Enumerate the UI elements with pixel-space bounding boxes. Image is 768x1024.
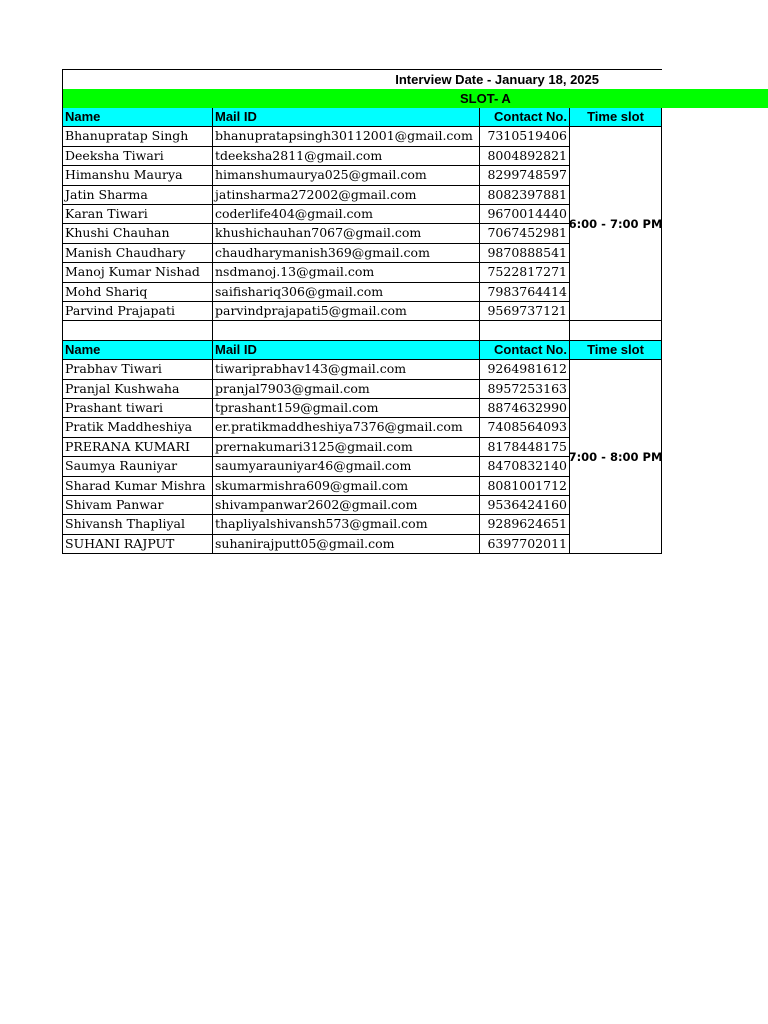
header-mail[interactable]: Mail ID [213, 108, 480, 127]
cell-name[interactable]: Pratik Maddheshiya [62, 418, 213, 437]
cell-contact[interactable]: 8082397881 [480, 186, 570, 205]
cell-mail[interactable]: saumyarauniyar46@gmail.com [213, 457, 480, 476]
cell-contact[interactable]: 9289624651 [480, 515, 570, 534]
slot-a-bar[interactable] [62, 89, 768, 108]
time-slot-cell-2[interactable]: 7:00 - 8:00 PM [570, 360, 662, 554]
cell-name[interactable]: Manish Chaudhary [62, 244, 213, 263]
cell-name[interactable]: Pranjal Kushwaha [62, 380, 213, 399]
cell-contact[interactable]: 9536424160 [480, 496, 570, 515]
empty-cell[interactable] [570, 321, 662, 340]
cell-mail[interactable]: tprashant159@gmail.com [213, 399, 480, 418]
header-time-slot[interactable]: Time slot [570, 108, 662, 127]
header-time-slot[interactable]: Time slot [570, 341, 662, 360]
cell-name[interactable]: Prashant tiwari [62, 399, 213, 418]
cell-contact[interactable]: 8470832140 [480, 457, 570, 476]
slot-a-label: SLOT- A [460, 91, 511, 106]
cell-name[interactable]: Shivam Panwar [62, 496, 213, 515]
cell-name[interactable]: SUHANI RAJPUT [62, 535, 213, 554]
cell-contact[interactable]: 7983764414 [480, 283, 570, 302]
interview-date-title[interactable]: Interview Date - January 18, 2025 [62, 69, 662, 89]
empty-cell[interactable] [480, 321, 570, 340]
cell-name[interactable]: Saumya Rauniyar [62, 457, 213, 476]
cell-contact[interactable]: 8004892821 [480, 147, 570, 166]
cell-name[interactable]: Shivansh Thapliyal [62, 515, 213, 534]
cell-contact[interactable]: 8178448175 [480, 438, 570, 457]
cell-mail[interactable]: coderlife404@gmail.com [213, 205, 480, 224]
cell-name[interactable]: Sharad Kumar Mishra [62, 477, 213, 496]
cell-name[interactable]: Manoj Kumar Nishad [62, 263, 213, 282]
cell-contact[interactable]: 8874632990 [480, 399, 570, 418]
cell-mail[interactable]: shivampanwar2602@gmail.com [213, 496, 480, 515]
cell-mail[interactable]: suhanirajputt05@gmail.com [213, 535, 480, 554]
cell-name[interactable]: Prabhav Tiwari [62, 360, 213, 379]
cell-name[interactable]: Deeksha Tiwari [62, 147, 213, 166]
empty-cell[interactable] [62, 321, 213, 340]
empty-cell[interactable] [213, 321, 480, 340]
header-contact[interactable]: Contact No. [480, 108, 570, 127]
cell-mail[interactable]: bhanupratapsingh30112001@gmail.com [213, 127, 480, 146]
header-row-2 [62, 341, 662, 360]
cell-mail[interactable]: tdeeksha2811@gmail.com [213, 147, 480, 166]
header-mail[interactable]: Mail ID [213, 341, 480, 360]
header-name[interactable]: Name [62, 341, 213, 360]
cell-contact[interactable]: 7522817271 [480, 263, 570, 282]
cell-contact[interactable]: 8299748597 [480, 166, 570, 185]
cell-mail[interactable]: jatinsharma272002@gmail.com [213, 186, 480, 205]
cell-contact[interactable]: 8957253163 [480, 380, 570, 399]
cell-contact[interactable]: 6397702011 [480, 535, 570, 554]
cell-name[interactable]: Himanshu Maurya [62, 166, 213, 185]
cell-mail[interactable]: saifishariq306@gmail.com [213, 283, 480, 302]
cell-mail[interactable]: thapliyalshivansh573@gmail.com [213, 515, 480, 534]
cell-name[interactable]: Jatin Sharma [62, 186, 213, 205]
empty-row [62, 321, 662, 340]
cell-mail[interactable]: chaudharymanish369@gmail.com [213, 244, 480, 263]
cell-name[interactable]: PRERANA KUMARI [62, 438, 213, 457]
cell-name[interactable]: Bhanupratap Singh [62, 127, 213, 146]
header-name[interactable]: Name [62, 108, 213, 127]
header-row-1 [62, 108, 662, 127]
cell-contact[interactable]: 9569737121 [480, 302, 570, 321]
cell-name[interactable]: Parvind Prajapati [62, 302, 213, 321]
cell-contact[interactable]: 7408564093 [480, 418, 570, 437]
cell-contact[interactable]: 7310519406 [480, 127, 570, 146]
cell-contact[interactable]: 9264981612 [480, 360, 570, 379]
cell-mail[interactable]: er.pratikmaddheshiya7376@gmail.com [213, 418, 480, 437]
cell-mail[interactable]: tiwariprabhav143@gmail.com [213, 360, 480, 379]
cell-contact[interactable]: 9670014440 [480, 205, 570, 224]
cell-name[interactable]: Khushi Chauhan [62, 224, 213, 243]
cell-contact[interactable]: 9870888541 [480, 244, 570, 263]
cell-name[interactable]: Karan Tiwari [62, 205, 213, 224]
cell-mail[interactable]: khushichauhan7067@gmail.com [213, 224, 480, 243]
cell-mail[interactable]: himanshumaurya025@gmail.com [213, 166, 480, 185]
cell-mail[interactable]: prernakumari3125@gmail.com [213, 438, 480, 457]
cell-contact[interactable]: 8081001712 [480, 477, 570, 496]
cell-mail[interactable]: pranjal7903@gmail.com [213, 380, 480, 399]
cell-name[interactable]: Mohd Shariq [62, 283, 213, 302]
cell-mail[interactable]: skumarmishra609@gmail.com [213, 477, 480, 496]
time-slot-cell-1[interactable]: 6:00 - 7:00 PM [570, 127, 662, 321]
header-contact[interactable]: Contact No. [480, 341, 570, 360]
cell-mail[interactable]: parvindprajapati5@gmail.com [213, 302, 480, 321]
cell-mail[interactable]: nsdmanoj.13@gmail.com [213, 263, 480, 282]
cell-contact[interactable]: 7067452981 [480, 224, 570, 243]
